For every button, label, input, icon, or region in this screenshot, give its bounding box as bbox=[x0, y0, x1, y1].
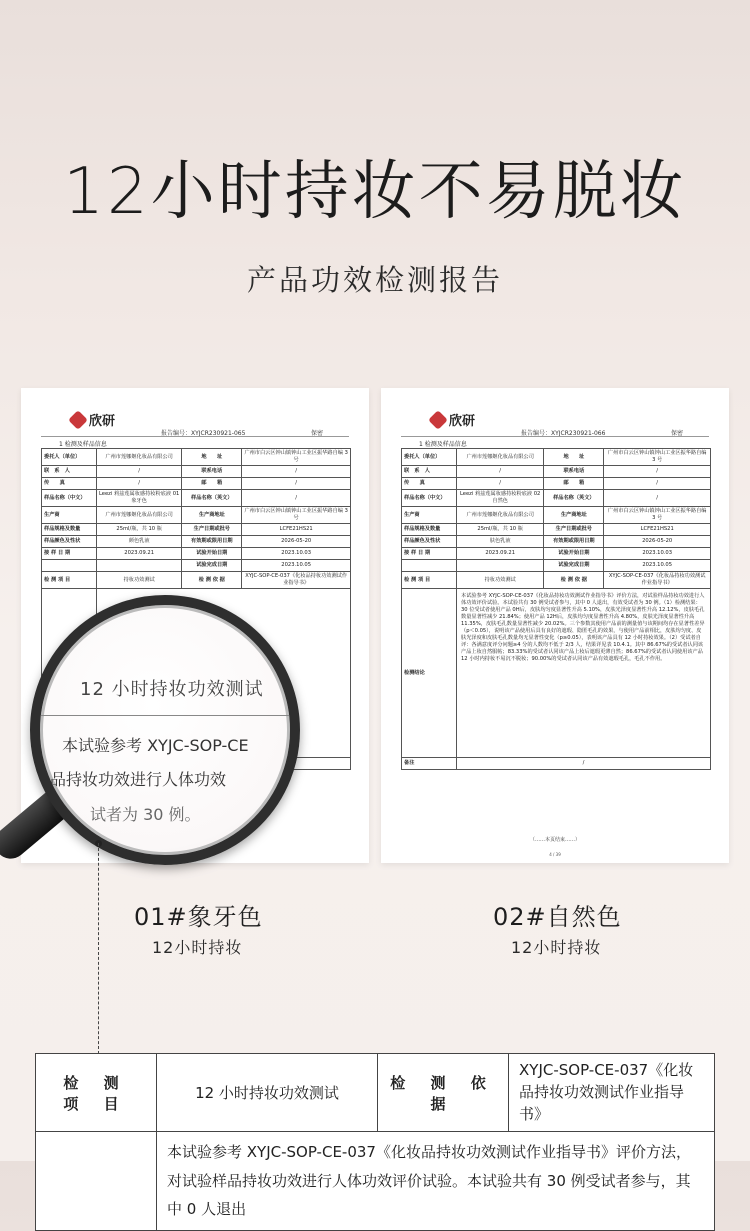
table-cell bbox=[402, 560, 457, 572]
table-cell: 联系电话 bbox=[182, 466, 242, 478]
table-cell: 2023.09.21 bbox=[97, 548, 182, 560]
magnified-test-item: 12 小时持妆功效测试 bbox=[80, 679, 264, 700]
table-cell: 广州市莲娜姬化妆品有限公司 bbox=[97, 507, 182, 524]
table-cell: 25ml/瓶，共 10 瓶 bbox=[457, 524, 544, 536]
empty-cell bbox=[36, 1132, 157, 1231]
table-cell: 广州市莲娜姬化妆品有限公司 bbox=[457, 507, 544, 524]
confidential-label: 保密 bbox=[671, 430, 684, 437]
table-cell: 样品颜色及性状 bbox=[402, 536, 457, 548]
table-cell: 生产商地址 bbox=[182, 507, 242, 524]
brand-logo-icon bbox=[428, 410, 448, 430]
note-label: 备注 bbox=[402, 758, 457, 770]
table-cell: / bbox=[604, 466, 711, 478]
table-row bbox=[402, 478, 711, 490]
table-cell: 委托人（单位） bbox=[42, 449, 97, 466]
divider bbox=[401, 436, 709, 437]
table-row bbox=[402, 507, 711, 524]
table-cell: 样品规格及数量 bbox=[42, 524, 97, 536]
brand-logo bbox=[71, 410, 115, 429]
shade-label-ivory: 01#象牙色 bbox=[134, 903, 263, 931]
test-item-value: 12 小时持妆功效测试 bbox=[157, 1054, 378, 1132]
table-cell: / bbox=[457, 478, 544, 490]
page-title: 12小时持妆不易脱妆 bbox=[63, 155, 687, 229]
table-cell: XYJC-SOP-CE-037《化妆品持妆功效测试作业指导书》 bbox=[604, 572, 711, 589]
table-cell: 肤色乳液 bbox=[457, 536, 544, 548]
magnified-text-line: 品持妆功效进行人体功效 bbox=[50, 770, 227, 789]
table-cell: 生产商地址 bbox=[544, 507, 604, 524]
table-row bbox=[402, 589, 711, 758]
shade-label-natural: 02#自然色 bbox=[493, 903, 622, 931]
table-row bbox=[42, 560, 351, 572]
table-row bbox=[42, 490, 351, 507]
table-cell: 接 样 日 期 bbox=[402, 548, 457, 560]
table-cell: 广州市白云区钟山镇钟山工业区振华路自编 3 号 bbox=[604, 449, 711, 466]
table-cell: 生产商 bbox=[402, 507, 457, 524]
conclusion-label: 检测结论 bbox=[402, 589, 457, 758]
table-cell: 有效期或限用日期 bbox=[182, 536, 242, 548]
table-cell bbox=[457, 560, 544, 572]
table-cell: 检 测 依 据 bbox=[544, 572, 604, 589]
table-row bbox=[402, 548, 711, 560]
table-cell: / bbox=[457, 466, 544, 478]
table-cell: 样品规格及数量 bbox=[402, 524, 457, 536]
table-cell: 颜色乳液 bbox=[97, 536, 182, 548]
table-cell: 持妆功效测试 bbox=[457, 572, 544, 589]
magnifier-lens bbox=[30, 595, 300, 865]
table-cell: / bbox=[604, 478, 711, 490]
table-cell: 传 真 bbox=[402, 478, 457, 490]
table-cell: 广州市白云区钟山镇钟山工业区振华路自编 3 号 bbox=[242, 449, 351, 466]
brand-logo-icon bbox=[68, 410, 88, 430]
table-cell: 地 址 bbox=[182, 449, 242, 466]
table-cell: 检 测 项 目 bbox=[42, 572, 97, 589]
section-heading: 1 检测及样品信息 bbox=[59, 441, 107, 448]
table-row bbox=[42, 507, 351, 524]
table-cell: XYJC-SOP-CE-037《化妆品持妆功效测试作业指导书》 bbox=[242, 572, 351, 589]
test-basis-value: XYJC-SOP-CE-037《化妆品持妆功效测试作业指导书》 bbox=[509, 1054, 715, 1132]
magnified-text-line: 试者为 30 例。 bbox=[90, 805, 201, 824]
table-row bbox=[36, 1054, 715, 1132]
table-cell: 接 样 日 期 bbox=[42, 548, 97, 560]
table-cell: 2026-05-20 bbox=[604, 536, 711, 548]
table-cell: 试验完成日期 bbox=[182, 560, 242, 572]
shade-desc-ivory: 12小时持妆 bbox=[152, 938, 243, 957]
table-row bbox=[402, 490, 711, 507]
table-cell: 持妆功效测试 bbox=[97, 572, 182, 589]
table-cell: 联系电话 bbox=[544, 466, 604, 478]
table-cell: 生产商 bbox=[42, 507, 97, 524]
page-subtitle: 产品功效检测报告 bbox=[246, 263, 503, 297]
table-cell: 检 测 依 据 bbox=[182, 572, 242, 589]
report-document-natural bbox=[381, 388, 729, 863]
zoomed-report-table bbox=[35, 1053, 715, 1231]
report-number: 报告编号：XYJCR230921-066 bbox=[521, 430, 606, 437]
report-number: 报告编号：XYJCR230921-065 bbox=[161, 430, 246, 437]
table-row bbox=[402, 572, 711, 589]
table-cell: 试验完成日期 bbox=[544, 560, 604, 572]
table-cell: 2023.09.21 bbox=[457, 548, 544, 560]
conclusion-text: 本试验参考 XYJC-SOP-CE-037《化妆品持妆功效测试作业指导书》评价方法，对试验样品持妆功效进行人体功效评价试验。本试验共有 30 例受试者参与，其中 0 人退出，有效受试者为 30 例。（1）检测结果：30 位受试者使用产品 0H后，皮肤均匀度显著性升高 5.10%，皮肤光泽度显著性升高 12.12%，皮肤毛孔数量显著性减少 21.84%；使用产品 12H后，皮肤均匀度显著性升高 4.80%，皮肤光泽度显著性升高 11.35%，皮肤毛孔数量显著性减少 20.02%。三个参数其使用产品前的测量值与该期间均存在显著性差异（p＜0.05），说明该产品使用后具有良好的遮瑕、隐匿毛孔的效果，与使用产品前相比，皮肤均匀度、皮肤光泽度和皮肤毛孔数量均无显著性变化（p≥0.05），表明该产品具有 12 小时持妆效果。（2）受试者自评：各满意度评分问题≥4 分的人数均不低于 2/3 人，结果详见表 10.4.1。其中 86.67%的受试者认同该产品上妆自然服帖；83.33%的受试者认同该产品上妆后遮瑕更薄自然；86.67%的受试者认同使用该产品 12 小时内持妆不易沉不脱妆；90.00%的受试者认同该产品有效遮瑕毛孔，毛孔不作用。 bbox=[457, 589, 711, 758]
magnified-text-line: 本试验参考 XYJC-SOP-CE bbox=[62, 736, 249, 755]
table-row bbox=[402, 466, 711, 478]
table-cell: / bbox=[242, 466, 351, 478]
table-row bbox=[42, 572, 351, 589]
table-cell: LCFE21HS21 bbox=[242, 524, 351, 536]
table-row bbox=[402, 560, 711, 572]
table-cell: LCFE21HS21 bbox=[604, 524, 711, 536]
table-cell: 广州市莲娜姬化妆品有限公司 bbox=[457, 449, 544, 466]
divider bbox=[40, 715, 290, 716]
table-row bbox=[402, 524, 711, 536]
brand-name: 欣研 bbox=[449, 414, 476, 429]
table-cell: 传 真 bbox=[42, 478, 97, 490]
table-row bbox=[42, 478, 351, 490]
table-cell: 25ml/瓶，共 10 瓶 bbox=[97, 524, 182, 536]
table-cell bbox=[42, 560, 97, 572]
table-row bbox=[42, 536, 351, 548]
table-cell: 广州市莲娜姬化妆品有限公司 bbox=[97, 449, 182, 466]
table-cell: 生产日期或批号 bbox=[544, 524, 604, 536]
table-cell: Leezi 莉兹莲属妆感持妆粉底液 01 象牙色 bbox=[97, 490, 182, 507]
divider bbox=[41, 436, 349, 437]
table-cell: 联 系 人 bbox=[42, 466, 97, 478]
brand-name: 欣研 bbox=[89, 414, 116, 429]
page-number: 4 / 39 bbox=[549, 852, 561, 857]
table-cell: 样品名称（中文） bbox=[402, 490, 457, 507]
table-cell: 2023.10.03 bbox=[604, 548, 711, 560]
table-row bbox=[36, 1132, 715, 1231]
table-cell: 样品颜色及性状 bbox=[42, 536, 97, 548]
table-cell: 广州市白云区钟山镇钟山工业区振华路自编 3 号 bbox=[242, 507, 351, 524]
table-row bbox=[402, 758, 711, 770]
page-end-note: （……本页结束……） bbox=[529, 837, 580, 843]
table-cell: 样品名称（英文） bbox=[544, 490, 604, 507]
table-cell bbox=[97, 560, 182, 572]
table-row bbox=[42, 466, 351, 478]
confidential-label: 保密 bbox=[311, 430, 324, 437]
table-cell: 2023.10.05 bbox=[242, 560, 351, 572]
table-cell: 地 址 bbox=[544, 449, 604, 466]
table-cell: 广州市白云区钟山镇钟山工业区振华路自编 3 号 bbox=[604, 507, 711, 524]
table-cell: 有效期或限用日期 bbox=[544, 536, 604, 548]
table-row bbox=[42, 548, 351, 560]
note-value: / bbox=[457, 758, 711, 770]
table-cell: 邮 箱 bbox=[182, 478, 242, 490]
table-cell: 试验开始日期 bbox=[544, 548, 604, 560]
table-cell: Leezi 莉兹莲属妆感持妆粉底液 02 自然色 bbox=[457, 490, 544, 507]
table-row bbox=[402, 449, 711, 466]
table-cell: 检 测 项 目 bbox=[402, 572, 457, 589]
section-heading: 1 检测及样品信息 bbox=[419, 441, 467, 448]
table-cell: 生产日期或批号 bbox=[182, 524, 242, 536]
test-description: 本试验参考 XYJC-SOP-CE-037《化妆品持妆功效测试作业指导书》评价方法，对试验样品持妆功效进行人体功效评价试验。本试验共有 30 例受试者参与，其中 0 人退出 bbox=[157, 1132, 715, 1231]
info-table bbox=[401, 448, 711, 770]
test-item-label: 检 测 项 目 bbox=[36, 1054, 157, 1132]
table-cell: / bbox=[604, 490, 711, 507]
table-row bbox=[42, 449, 351, 466]
table-cell: 2026-05-20 bbox=[242, 536, 351, 548]
table-cell: 2023.10.05 bbox=[604, 560, 711, 572]
table-cell: 试验开始日期 bbox=[182, 548, 242, 560]
table-cell: / bbox=[97, 478, 182, 490]
table-cell: 委托人（单位） bbox=[402, 449, 457, 466]
table-cell: 2023.10.03 bbox=[242, 548, 351, 560]
test-basis-label: 检 测 依 据 bbox=[378, 1054, 509, 1132]
table-cell: / bbox=[97, 466, 182, 478]
connector-line bbox=[98, 843, 357, 1054]
table-cell: 样品名称（英文） bbox=[182, 490, 242, 507]
shade-desc-natural: 12小时持妆 bbox=[511, 938, 602, 957]
table-cell: 邮 箱 bbox=[544, 478, 604, 490]
table-row bbox=[42, 524, 351, 536]
table-cell: 样品名称（中文） bbox=[42, 490, 97, 507]
table-row bbox=[402, 536, 711, 548]
table-cell: / bbox=[242, 490, 351, 507]
table-cell: / bbox=[242, 478, 351, 490]
table-cell: 联 系 人 bbox=[402, 466, 457, 478]
brand-logo bbox=[431, 410, 475, 429]
